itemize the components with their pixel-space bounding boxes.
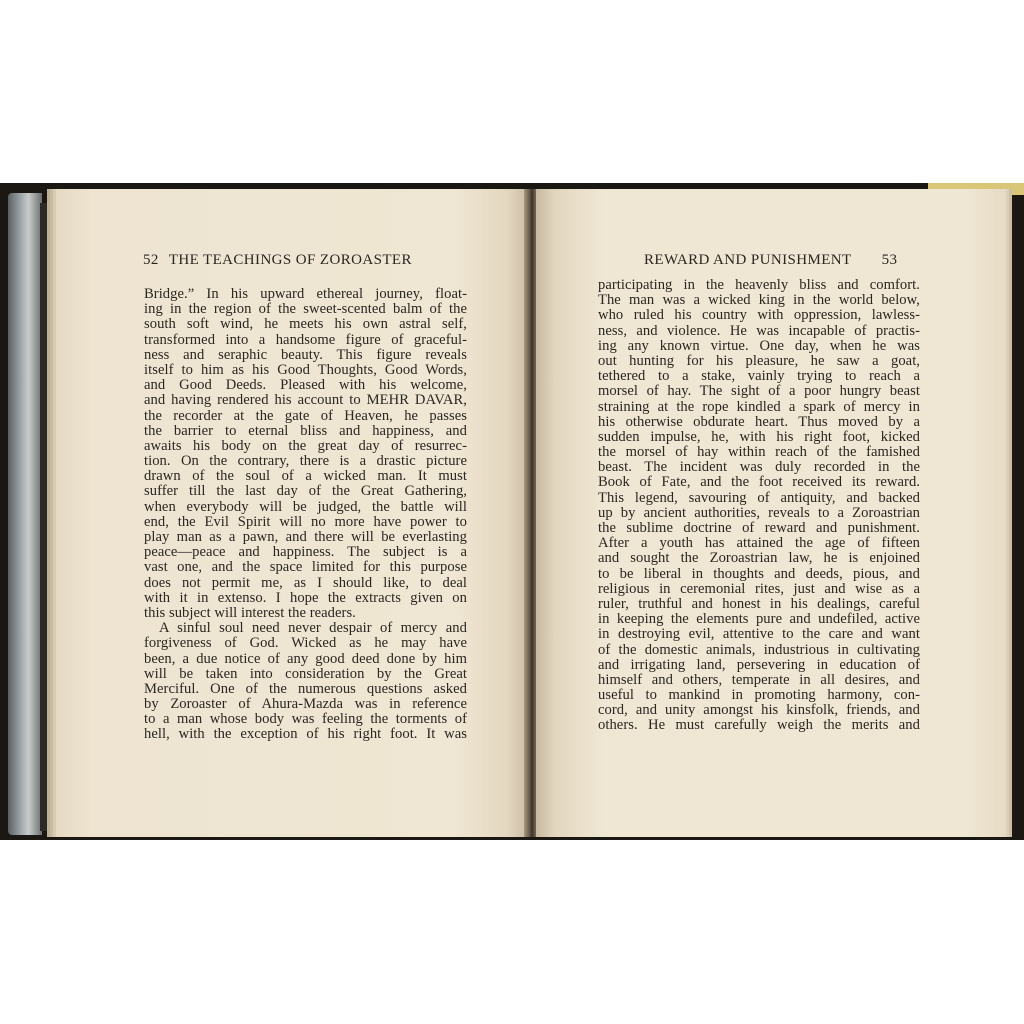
text-line: by Zoroaster of Ahura-Mazda was in reference: [144, 696, 467, 713]
text-line: and Good Deeds. Pleased with his welcome,: [144, 377, 467, 394]
text-line: religious in ceremonial rites, just and wise as a: [598, 580, 920, 597]
text-line: the recorder at the gate of Heaven, he passes: [144, 407, 467, 424]
text-line: out hunting for his pleasure, he saw a goat,: [598, 352, 920, 369]
text-line: A sinful soul need never despair of mercy and: [159, 620, 467, 637]
text-line: and sought the Zoroastrian law, he is enjoined: [598, 550, 920, 567]
left-running-header: [143, 252, 412, 269]
text-line: up by ancient authorities, reveals to a Zoroastrian: [598, 504, 920, 521]
text-line: hell, with the exception of his right foot. It was: [144, 726, 467, 743]
left-body-text: [144, 287, 467, 743]
text-line: ness, and violence. He was incapable of practis-: [598, 322, 920, 339]
text-line: this subject will interest the readers.: [144, 604, 356, 621]
left-page: [56, 189, 526, 837]
text-line: Merciful. One of the numerous questions asked: [144, 680, 467, 697]
left-page-number: 52: [143, 252, 159, 268]
text-line: ing in the region of the sweet-scented balm of the: [144, 301, 467, 318]
text-line: vast one, and the space limited for this purpose: [144, 559, 467, 576]
text-line: beast. The incident was duly recorded in the: [598, 459, 920, 476]
text-line: ruler, truthful and honest in his dealings, careful: [598, 595, 920, 612]
text-line: tion. On the contrary, there is a drastic picture: [144, 453, 467, 470]
right-page-number: 53: [881, 252, 898, 268]
text-line: will be taken into consideration by the Great: [144, 665, 467, 682]
text-line: tethered to a stake, vainly trying to reach a: [598, 368, 920, 385]
text-line: been, a due notice of any good deed done by him: [144, 650, 467, 667]
text-line: straining at the rope kindled a spark of mercy in: [598, 398, 920, 415]
text-line: participating in the heavenly bliss and comfort.: [598, 277, 920, 293]
text-line: awaits his body on the great day of resurrec-: [144, 437, 467, 454]
text-line: when everybody will be judged, the battle will: [144, 498, 467, 515]
text-line: and having rendered his account to MEHR DAVAR,: [144, 392, 467, 409]
right-running-head: REWARD AND PUNISHMENT: [644, 252, 852, 268]
text-line: Bridge.” In his upward ethereal journey, float-: [144, 286, 467, 302]
text-line: play man as a pawn, and there will be everlasting: [144, 529, 467, 545]
text-line: Book of Fate, and the foot received its reward.: [598, 474, 920, 491]
text-line: ness and seraphic beauty. This figure reveals: [144, 346, 467, 363]
book-cover-edge: [8, 193, 42, 835]
right-body-text: [598, 278, 920, 734]
text-line: drawn of the soul of a wicked man. It must: [144, 468, 467, 485]
text-line: end, the Evil Spirit will no more have power to: [144, 513, 467, 530]
text-line: cord, and unity amongst his kinsfolk, friends, and: [598, 702, 920, 719]
text-line: morsel of hay. The sight of a poor hungry beast: [598, 383, 920, 400]
text-line: transformed into a handsome figure of graceful-: [144, 331, 467, 348]
text-line: After a youth has attained the age of fifteen: [598, 535, 920, 552]
right-page: [536, 189, 1006, 837]
text-line: The man was a wicked king in the world below,: [598, 292, 920, 309]
text-line: in destroying evil, attentive to the care and want: [598, 626, 920, 643]
text-line: in keeping the elements pure and undefiled, active: [598, 611, 920, 628]
text-line: the barrier to eternal bliss and happiness, and: [144, 422, 467, 439]
text-line: his otherwise obdurate heart. Thus moved by a: [598, 413, 920, 430]
text-line: the sublime doctrine of reward and punishment.: [598, 520, 920, 536]
text-line: This legend, savouring of antiquity, and backed: [598, 489, 920, 506]
text-line: others. He must carefully weigh the merits and: [598, 717, 920, 734]
text-line: and irrigating land, persevering in education of: [598, 656, 920, 673]
text-line: does not permit me, as I should like, to deal: [144, 574, 467, 591]
text-line: himself and others, temperate in all desires, and: [598, 671, 920, 688]
text-line: suffer till the last day of the Great Gathering,: [144, 483, 467, 500]
book-scan: [0, 183, 1024, 840]
text-line: the morsel of hay within reach of the famished: [598, 444, 920, 461]
right-running-header: [644, 252, 897, 269]
text-line: south soft wind, he meets his own astral self,: [144, 316, 467, 333]
text-line: who ruled his country with oppression, lawless-: [598, 307, 920, 324]
left-running-head: THE TEACHINGS OF ZOROASTER: [168, 252, 412, 268]
text-line: sudden impulse, he, with his right foot, kicked: [598, 428, 920, 445]
text-line: itself to him as his Good Thoughts, Good Words,: [144, 361, 467, 378]
text-line: of the domestic animals, industrious in cultivating: [598, 641, 920, 658]
text-line: ing any known virtue. One day, when he was: [598, 337, 920, 354]
text-line: useful to mankind in promoting harmony, con-: [598, 687, 920, 704]
text-line: peace—peace and happiness. The subject is a: [144, 544, 467, 561]
text-line: with it in extenso. I hope the extracts given on: [144, 589, 467, 606]
text-line: forgiveness of God. Wicked as he may have: [144, 635, 467, 652]
text-line: to be liberal in thoughts and deeds, pious, and: [598, 565, 920, 582]
text-line: to a man whose body was feeling the torments of: [144, 711, 467, 728]
